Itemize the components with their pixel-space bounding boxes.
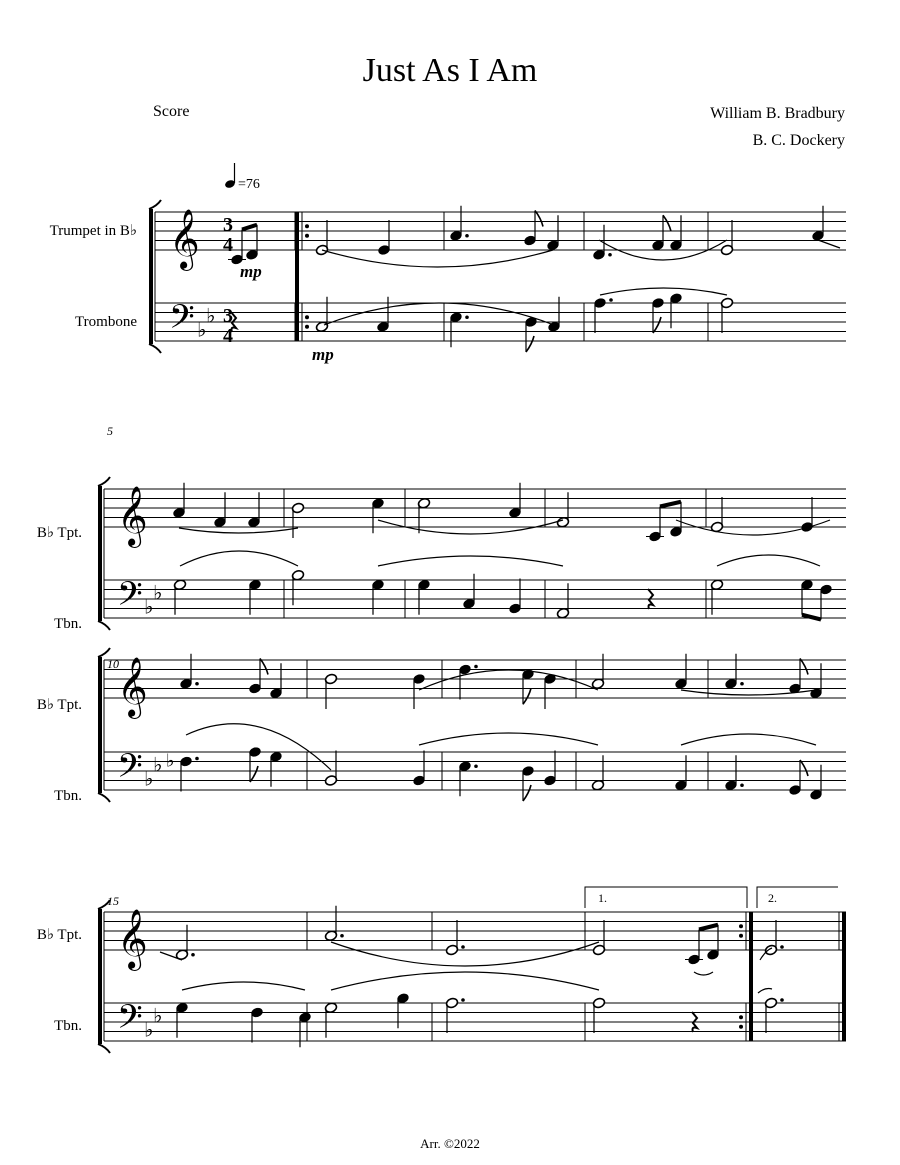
note-beam: [242, 225, 257, 230]
measure-number: 10: [107, 657, 119, 671]
augmentation-dot: [609, 298, 613, 302]
first-ending-label: 1.: [598, 891, 607, 905]
composer-credit: William B. Bradbury: [710, 105, 845, 122]
augmentation-dot: [465, 234, 469, 238]
instrument-label-trombone: Trombone: [75, 314, 137, 330]
treble-clef-icon: 𝄞: [117, 486, 148, 546]
augmentation-dot: [474, 665, 478, 669]
slur: [681, 734, 816, 745]
augmentation-dot: [340, 934, 344, 938]
augmentation-dot: [191, 953, 195, 957]
flat-icon: ♭: [153, 580, 163, 605]
tempo-value: =76: [238, 177, 260, 192]
time-signature-bottom: 4: [223, 234, 233, 256]
bass-clef-icon: 𝄢: [117, 747, 143, 794]
bass-clef-icon: 𝄢: [117, 575, 143, 622]
instrument-label-trumpet-short: B♭ Tpt.: [36, 697, 82, 713]
slur: [758, 989, 772, 994]
instrument-label-trumpet-short: B♭ Tpt.: [36, 525, 82, 541]
repeat-dot: [305, 224, 309, 228]
note-flag: [526, 336, 534, 352]
augmentation-dot: [740, 783, 744, 787]
instrument-label-trumpet-short: B♭ Tpt.: [36, 927, 82, 943]
augmentation-dot: [780, 998, 784, 1002]
slur: [180, 551, 298, 566]
measure-number: 5: [107, 424, 113, 438]
augmentation-dot: [465, 315, 469, 319]
repeat-dot: [305, 234, 309, 238]
instrument-label-trombone-short: Tbn.: [54, 788, 82, 804]
augmentation-dot: [195, 682, 199, 686]
measure-number: 15: [107, 894, 119, 908]
bass-clef-icon: 𝄢: [117, 998, 143, 1045]
slur: [694, 972, 713, 975]
note-beam: [802, 615, 821, 620]
flat-icon: ♭: [144, 594, 154, 619]
flat-icon: ♭: [166, 750, 175, 772]
dynamic-marking: mp: [312, 345, 334, 364]
flat-icon: ♭: [144, 766, 154, 791]
arranger-credit: B. C. Dockery: [752, 132, 845, 149]
time-signature-bottom: 4: [223, 325, 233, 347]
bracket-hook: [98, 648, 110, 657]
augmentation-dot: [461, 998, 465, 1002]
note-flag: [663, 215, 671, 231]
note-beam: [660, 502, 681, 507]
bass-clef-icon: 𝄢: [169, 298, 195, 345]
slur: [717, 555, 820, 566]
score-subtitle: Score: [153, 103, 190, 120]
repeat-dot: [739, 934, 743, 938]
treble-clef-icon: 𝄞: [117, 909, 148, 969]
repeat-dot: [739, 1015, 743, 1019]
staff-systems: [98, 200, 846, 1053]
flat-icon: ♭: [144, 1017, 154, 1042]
repeat-dot: [305, 315, 309, 319]
time-signature-top: 3: [223, 305, 233, 327]
second-ending-bracket: [757, 887, 838, 908]
bracket-hook: [149, 200, 161, 209]
slur: [419, 670, 598, 690]
bracket-hook: [98, 1044, 110, 1053]
flat-icon: ♭: [153, 1003, 163, 1028]
note-flag: [523, 688, 531, 704]
copyright-notice: Arr. ©2022: [420, 1136, 480, 1151]
slur: [419, 733, 598, 745]
dynamic-marking: mp: [240, 262, 262, 281]
time-signature-top: 3: [223, 214, 233, 236]
score-title: Just As I Am: [362, 52, 538, 89]
repeat-dot: [739, 1025, 743, 1029]
bracket-hook: [149, 344, 161, 353]
treble-clef-icon: 𝄞: [117, 657, 148, 717]
slur: [600, 288, 727, 295]
note-flag: [260, 659, 268, 675]
first-ending-bracket: [585, 887, 747, 908]
slur: [186, 724, 331, 770]
second-ending-label: 2.: [768, 891, 777, 905]
bracket-hook: [98, 793, 110, 802]
flat-icon: ♭: [206, 303, 216, 328]
bracket-hook: [98, 621, 110, 630]
slur: [818, 240, 840, 248]
note-beam: [699, 925, 718, 930]
augmentation-dot: [740, 682, 744, 686]
note-flag: [800, 659, 808, 675]
note-flag: [800, 760, 808, 776]
tempo-marking: [224, 163, 260, 192]
augmentation-dot: [608, 253, 612, 257]
note-flag: [523, 785, 531, 801]
bracket-hook: [98, 477, 110, 486]
slur: [378, 556, 563, 566]
slur: [179, 528, 298, 533]
note-flag: [653, 317, 661, 333]
instrument-label-trombone-short: Tbn.: [54, 616, 82, 632]
slur: [331, 942, 599, 966]
slur: [322, 250, 553, 267]
augmentation-dot: [195, 757, 199, 761]
repeat-dot: [305, 325, 309, 329]
instrument-label-trombone-short: Tbn.: [54, 1018, 82, 1034]
flat-icon: ♭: [153, 752, 163, 777]
augmentation-dot: [780, 945, 784, 949]
slur: [182, 982, 305, 990]
note-flag: [535, 211, 543, 227]
repeat-dot: [739, 924, 743, 928]
augmentation-dot: [461, 945, 465, 949]
flat-icon: ♭: [197, 317, 207, 342]
instrument-label-trumpet: Trumpet in B♭: [49, 223, 137, 239]
augmentation-dot: [474, 764, 478, 768]
treble-clef-icon: 𝄞: [169, 209, 200, 269]
slur: [331, 972, 599, 990]
note-flag: [250, 766, 258, 782]
